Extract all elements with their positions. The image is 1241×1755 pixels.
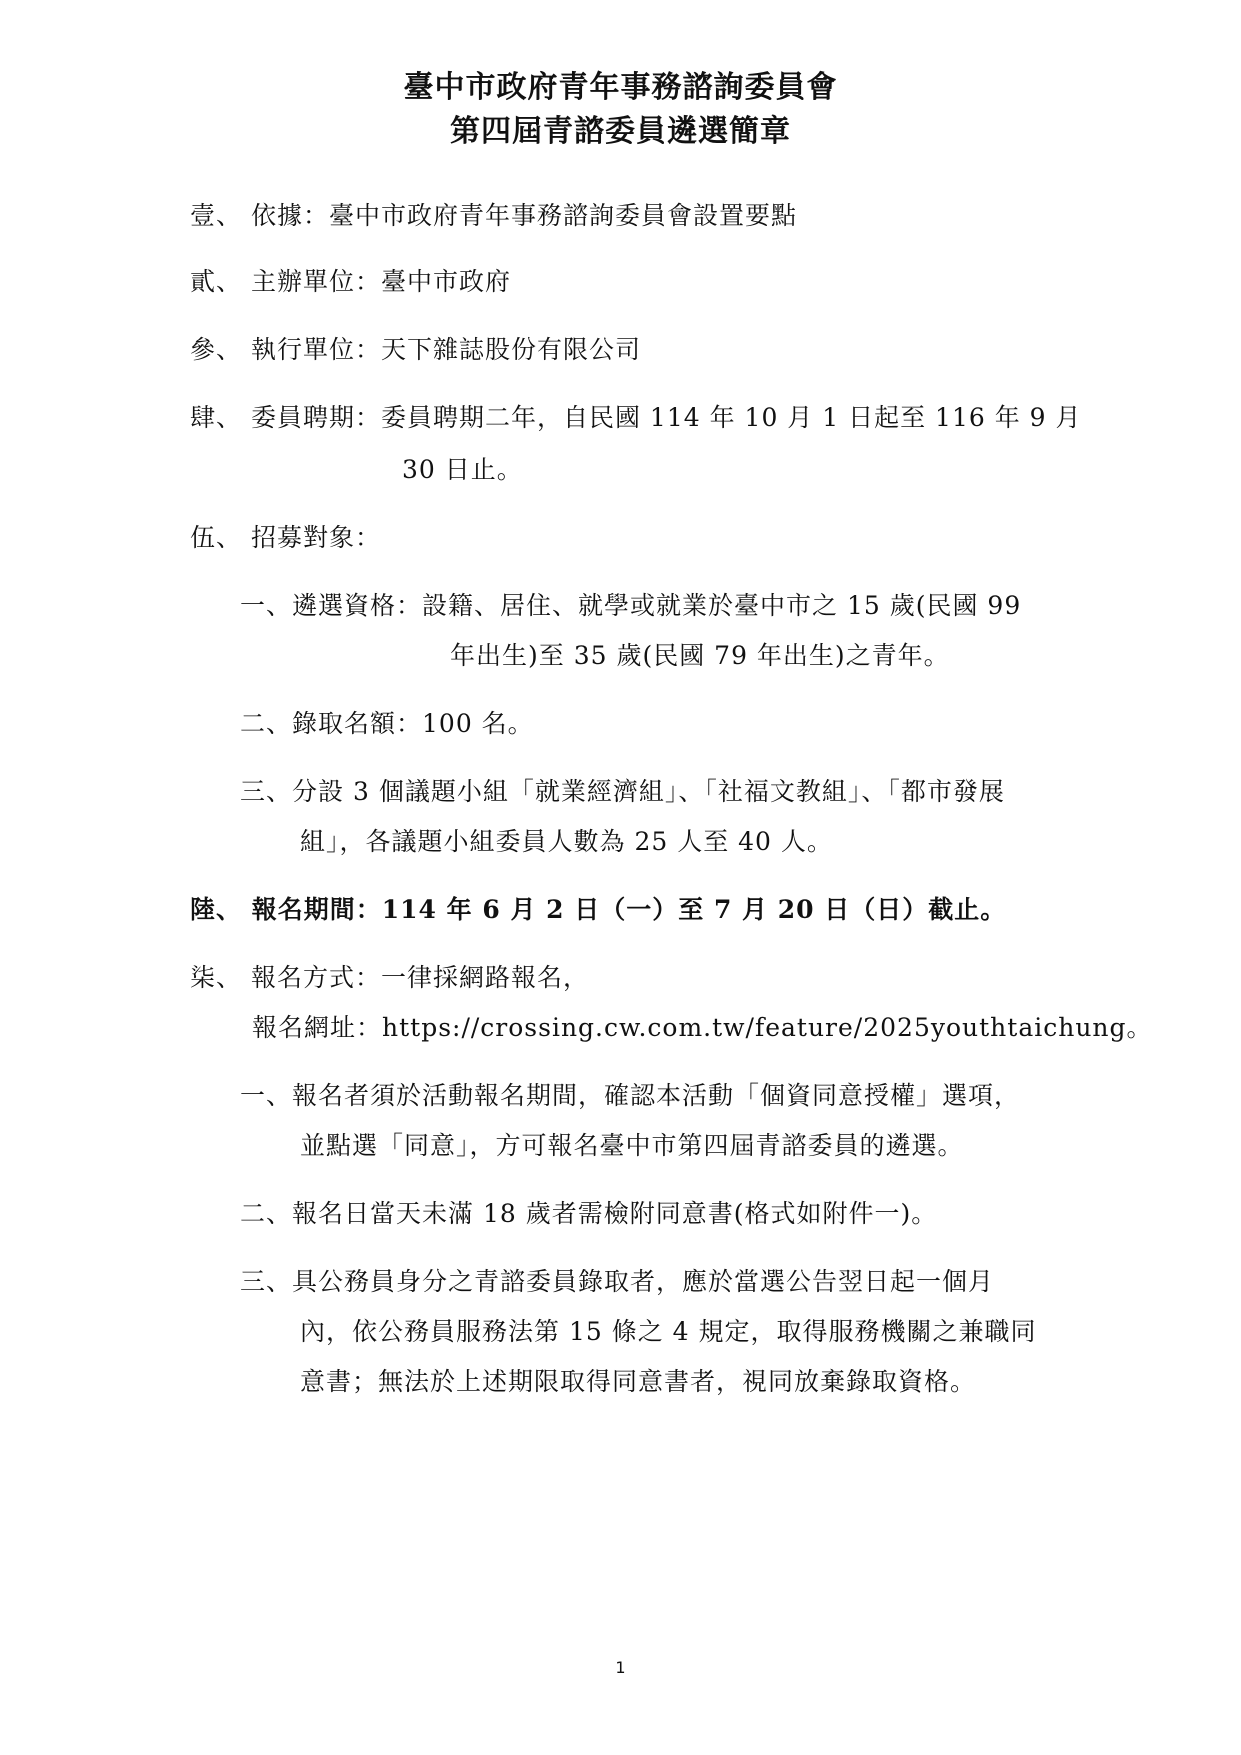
section-number: 伍、: [190, 523, 243, 552]
item-text: 具公務員身分之青諮委員錄取者，應於當選公告翌日起一個月: [292, 1267, 995, 1296]
section-7-item-2: [240, 1194, 937, 1230]
section-label: 報名方式：: [250, 963, 381, 992]
section-label: 委員聘期：: [250, 403, 381, 432]
section-7-item-1: [240, 1076, 1020, 1112]
section-7: [190, 958, 589, 994]
item-text: 報名日當天未滿 18 歲者需檢附同意書(格式如附件一)。: [292, 1199, 938, 1228]
section-number: 參、: [190, 335, 243, 364]
item-number: 三、: [240, 1267, 293, 1296]
section-7-item-3: [240, 1262, 994, 1298]
section-text: 委員聘期二年，自民國 114 年 10 月 1 日起至 116 年 9 月: [380, 403, 1082, 432]
section-2: [190, 262, 511, 298]
item-number: 一、: [240, 591, 293, 620]
section-text: 臺中市政府: [380, 267, 511, 296]
section-6: [190, 890, 1006, 926]
section-label: 執行單位：: [250, 335, 381, 364]
section-7-item-3-continuation: 內，依公務員服務法第 15 條之 4 規定，取得服務機關之兼職同: [300, 1317, 1037, 1346]
section-number: 柒、: [190, 963, 243, 992]
section-text: 一律採網路報名，: [380, 963, 589, 992]
section-4: [190, 398, 1082, 434]
section-label: 依據：: [250, 201, 329, 230]
section-5: [190, 518, 381, 554]
section-label: 主辦單位：: [250, 267, 381, 296]
section-4-continuation: 30 日止。: [402, 455, 523, 484]
section-number: 壹、: [190, 201, 243, 230]
section-5-item-3: [240, 772, 1005, 808]
section-text: 臺中市政府青年事務諮詢委員會設置要點: [328, 201, 797, 230]
section-number: 肆、: [190, 403, 243, 432]
section-label: 報名期間：: [251, 895, 382, 924]
item-number: 一、: [240, 1081, 293, 1110]
page-number: 1: [615, 1658, 626, 1677]
section-1: [190, 196, 797, 232]
item-text: 報名者須於活動報名期間，確認本活動「個資同意授權」選項，: [292, 1081, 1021, 1110]
item-number: 三、: [240, 777, 293, 806]
document-title: 臺中市政府青年事務諮詢委員會: [403, 70, 838, 105]
section-5-item-1: [240, 586, 1021, 622]
item-text: 遴選資格：設籍、居住、就學或就業於臺中市之 15 歲(民國 99: [292, 591, 1022, 620]
section-text: 天下雜誌股份有限公司: [380, 335, 641, 364]
section-text: 114 年 6 月 2 日（一）至 7 月 20 日（日）截止。: [381, 895, 1007, 924]
section-5-item-3-continuation: 組」，各議題小組委員人數為 25 人至 40 人。: [300, 827, 833, 856]
registration-url: 報名網址：https://crossing.cw.com.tw/feature/2025youthtaichung。: [252, 1013, 1153, 1042]
item-number: 二、: [240, 709, 293, 738]
section-5-item-2: [240, 704, 534, 740]
item-number: 二、: [240, 1199, 293, 1228]
item-text: 分設 3 個議題小組「就業經濟組」、「社福文教組」、「都市發展: [292, 777, 1005, 806]
section-label: 招募對象：: [250, 523, 381, 552]
section-number: 貳、: [190, 267, 243, 296]
item-text: 錄取名額：100 名。: [292, 709, 534, 738]
section-number: 陸、: [190, 895, 243, 924]
section-7-item-3-continuation-2: 意書；無法於上述期限取得同意書者，視同放棄錄取資格。: [300, 1367, 977, 1396]
section-3: [190, 330, 641, 366]
section-5-item-1-continuation: 年出生)至 35 歲(民國 79 年出生)之青年。: [450, 641, 950, 670]
document-subtitle: 第四屆青諮委員遴選簡章: [450, 114, 791, 149]
section-7-item-1-continuation: 並點選「同意」，方可報名臺中市第四屆青諮委員的遴選。: [300, 1131, 964, 1160]
